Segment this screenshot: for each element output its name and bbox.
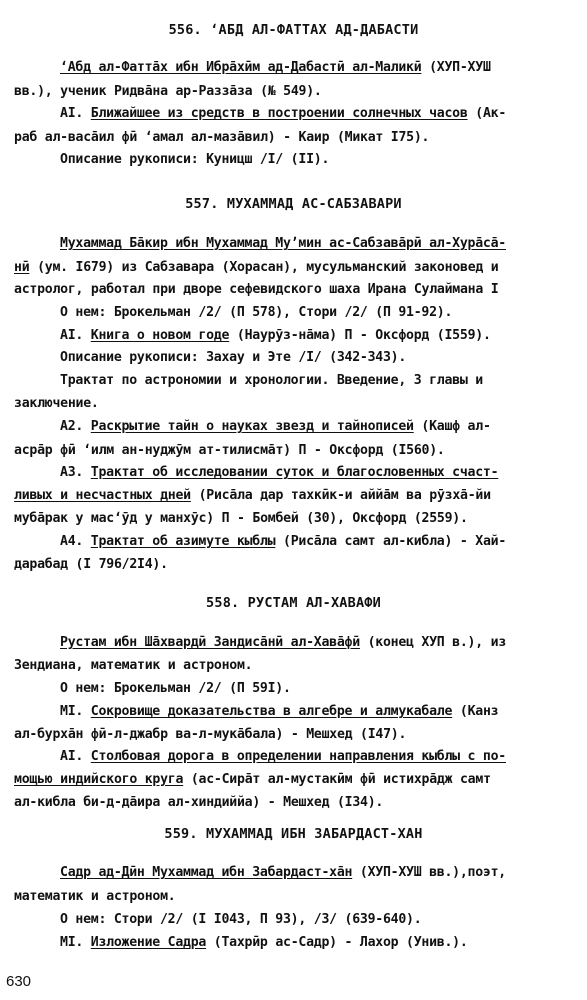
underlined-title: мощью индийского круга [14,772,184,787]
text-run: (Тахрӣр ас-Садр) - Лахор (Унив.). [206,935,468,950]
text-line [60,681,291,697]
text-line [60,106,506,122]
text-line [14,84,322,100]
text-line [60,419,491,435]
text-line [14,282,498,298]
text-run: (ХУП-ХУШ [421,60,491,75]
text-line [14,889,175,905]
underlined-title: Рустам ибн Шāхвардӣ Зандисāнӣ ал-Хавāфӣ [60,635,360,650]
text-run: (ум. I679) из Сабзавара (Хорасан), мусульманский законовед и [29,260,499,275]
text-run: (ХУП-ХУШ вв.),поэт, [352,865,506,880]
entry-heading: 558. РУСТАМ АЛ-ХАВАФИ [206,595,381,611]
text-run: Описание рукописи: Захау и Эте /I/ (342-343). [60,350,407,365]
text-line [60,704,498,720]
text-line [60,373,483,389]
text-run: мубāрак у масʻӯд у манхӯс) П - Бомбей (30), Оксфорд (2559). [14,511,468,526]
text-run: заключение. [14,396,99,411]
text-run: (Рисāла дар тахкӣк-и аййāм ва рӯзхā-йи [190,488,491,503]
text-run: вв.), ученик Ридвāна ар-Раззāза (№ 549). [14,84,322,99]
text-line [60,935,468,951]
underlined-title: Изложение Садра [90,935,207,950]
underlined-title: Трактат об азимуте кыблы [90,534,276,549]
text-line [14,557,168,573]
text-line [60,152,329,168]
text-line [60,328,491,344]
text-line [14,488,491,504]
text-line [14,260,498,276]
text-run: математик и астроном. [14,889,176,904]
text-run: МI. [60,704,91,719]
text-run: А3. [60,465,91,480]
underlined-title: Сокровище доказательства в алгебре и алмукабале [90,704,453,719]
text-run: О нем: Брокельман /2/ (П 59I). [60,681,291,696]
text-run: асрāр фӣ ʻилм ан-нуджӯм ат-тилисмāт) П - Оксфорд (I560). [14,443,445,458]
text-line [60,749,506,765]
text-line [14,396,99,412]
text-run: А4. [60,534,91,549]
text-run: ал-кибла би-д-дāира ал-хиндиййа) - Мешхед (I34). [14,795,384,810]
text-run: Зендиана, математик и астроном. [14,658,253,673]
entry-heading: 557. МУХАММАД АС-САБЗАВАРИ [185,196,402,212]
text-line [60,465,498,481]
text-line [14,511,468,527]
text-run: астролог, работал при дворе сефевидского шаха Ирана Сулаймана I [14,282,499,297]
text-run: АI. [60,106,91,121]
text-run: (Ак- [467,106,507,121]
text-line [14,130,429,146]
text-run: О нем: Брокельман /2/ (П 578), Стори /2/ (П 91-92). [60,305,453,320]
text-run: А2. [60,419,91,434]
text-line [60,912,421,928]
text-line [60,635,506,651]
text-run: (Канз [452,704,499,719]
underlined-title: Ближайшее из средств в построении солнечных часов [90,106,468,121]
underlined-title: нӣ [14,260,30,275]
text-run: АI. [60,749,91,764]
page-number: 630 [6,973,32,990]
text-run: О нем: Стори /2/ (I I043, П 93), /3/ (639-640). [60,912,422,927]
text-line [14,772,491,788]
text-run: раб ал-васāил фӣ ʻамал ал-мазāвил) - Каир (Микат I75). [14,130,430,145]
text-line [60,534,506,550]
entry-heading: 559. МУХАММАД ИБН ЗАБАРДАСТ-ХАН [164,826,423,842]
text-run: МI. [60,935,91,950]
text-line [14,658,252,674]
text-run: Трактат по астрономии и хронологии. Введение, 3 главы и [60,373,483,388]
text-run: (ас-Сирāт ал-мустакӣм фӣ истихрāдж самт [183,772,491,787]
text-run: Описание рукописи: Куницш /I/ (II). [60,152,330,167]
underlined-title: ʻАбд ал-Фаттāх ибн Ибрāхӣм ад-Дабастӣ ал-Маликӣ [60,60,422,75]
text-run: дарабад (I 796/2I4). [14,557,168,572]
underlined-title: Столбовая дорога в определении направления кыблы с по- [90,749,507,764]
text-line [60,236,506,252]
underlined-title: ливых и несчастных дней [14,488,191,503]
text-run: (Рисāла самт ал-кибла) - Хай- [275,534,507,549]
text-run: (Кашф ал- [413,419,491,434]
text-run: (Наурӯз-нāма) П - Оксфорд (I559). [229,328,491,343]
underlined-title: Мухаммад Бāкир ибн Мухаммад Муʼмин ас-Сабзавāрӣ ал-Хурāсā- [60,236,506,251]
entry-heading: 556. ʻАБД АЛ-ФАТТАХ АД-ДАБАСТИ [168,22,419,38]
text-line [14,443,445,459]
text-line [60,60,491,76]
text-run: (конец ХУП в.), из [359,635,507,650]
underlined-title: Садр ад-Дӣн Мухаммад ибн Забардаст-хāн [60,865,353,880]
text-line [60,350,406,366]
underlined-title: Книга о новом годе [90,328,230,343]
text-line [14,795,383,811]
text-run: АI. [60,328,91,343]
text-line [60,305,452,321]
text-line [60,865,506,881]
text-line [14,727,406,743]
text-run: ал-бурхāн фӣ-л-джабр ва-л-мукāбала) - Мешхед (I47). [14,727,407,742]
underlined-title: Раскрытие тайн о науках звезд и тайнописей [90,419,414,434]
underlined-title: Трактат об исследовании суток и благословенных счаст- [90,465,499,480]
